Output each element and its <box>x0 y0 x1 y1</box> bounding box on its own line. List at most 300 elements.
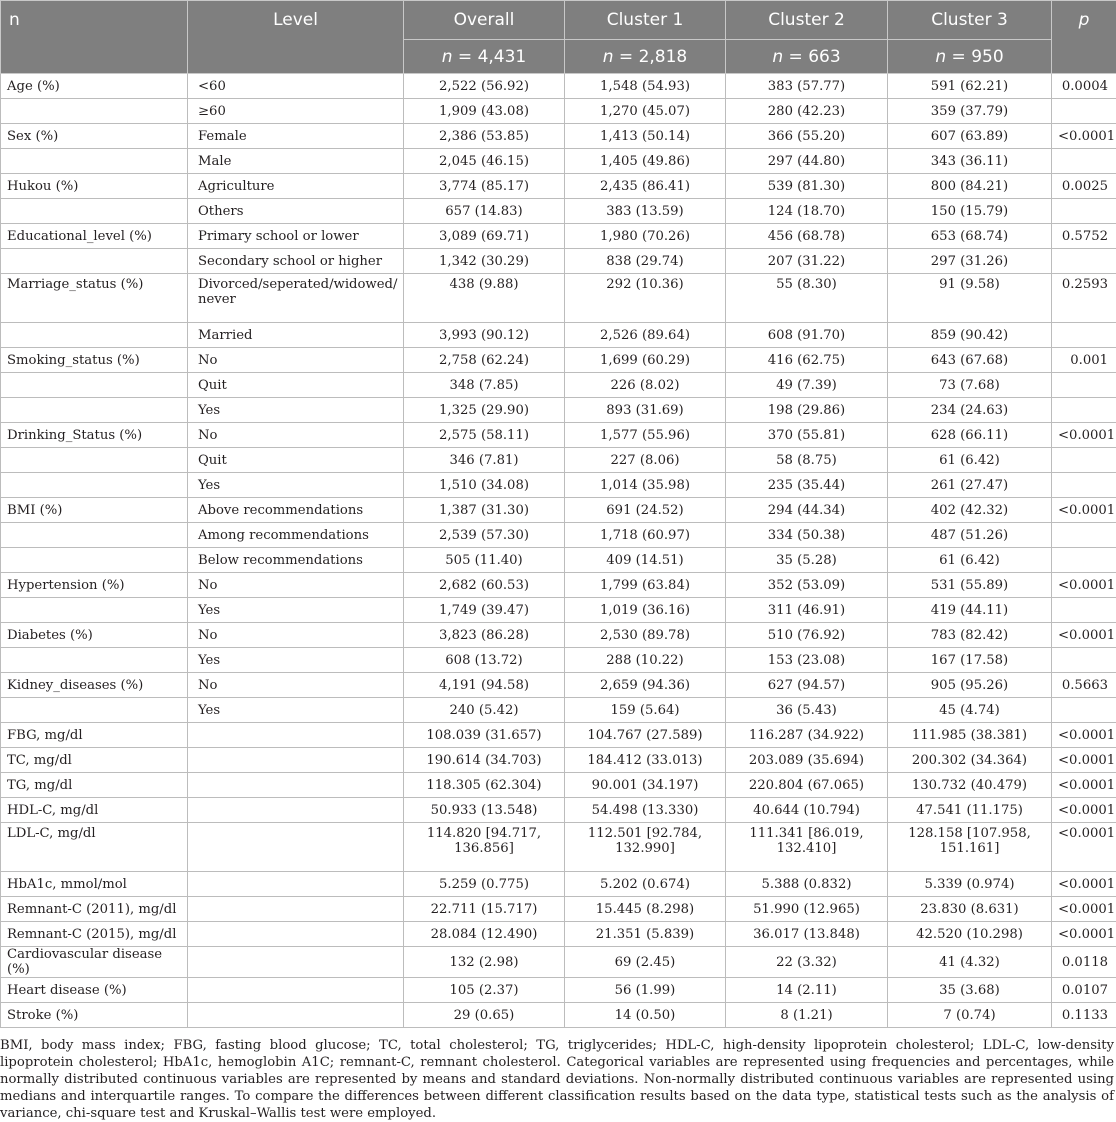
table-row <box>1 922 1116 947</box>
variable-cell: Sex (%) <box>1 124 188 149</box>
cluster-1-cell: 2,659 (94.36) <box>565 673 726 698</box>
cluster-1-cell: 5.202 (0.674) <box>565 872 726 897</box>
n-symbol: n <box>772 47 783 67</box>
p-value-cell: <0.0001 <box>1052 723 1116 748</box>
n-value: 663 <box>808 47 840 67</box>
overall-cell: 2,758 (62.24) <box>404 348 565 373</box>
overall-cell: 2,386 (53.85) <box>404 124 565 149</box>
variable-cell <box>1 523 188 548</box>
cluster-1-cell: 1,413 (50.14) <box>565 124 726 149</box>
cluster-1-cell: 54.498 (13.330) <box>565 798 726 823</box>
cluster-3-cell: 35 (3.68) <box>888 978 1052 1003</box>
p-value-cell <box>1052 548 1116 573</box>
overall-cell: 190.614 (34.703) <box>404 748 565 773</box>
cluster-2-cell: 352 (53.09) <box>726 573 888 598</box>
p-value-cell: <0.0001 <box>1052 423 1116 448</box>
cluster-3-cell: 859 (90.42) <box>888 323 1052 348</box>
cluster-2-cell: 40.644 (10.794) <box>726 798 888 823</box>
overall-cell: 240 (5.42) <box>404 698 565 723</box>
level-cell <box>188 798 404 823</box>
cluster-2-cell: 383 (57.77) <box>726 74 888 99</box>
variable-cell: Stroke (%) <box>1 1003 188 1028</box>
cluster-1-cell: 893 (31.69) <box>565 398 726 423</box>
header-cluster-2: Cluster 2 <box>726 1 888 40</box>
cluster-3-cell: 5.339 (0.974) <box>888 872 1052 897</box>
variable-cell: Age (%) <box>1 74 188 99</box>
overall-cell: 132 (2.98) <box>404 947 565 978</box>
cluster-2-cell: 49 (7.39) <box>726 373 888 398</box>
p-value-cell <box>1052 523 1116 548</box>
cluster-1-cell: 409 (14.51) <box>565 548 726 573</box>
overall-cell: 28.084 (12.490) <box>404 922 565 947</box>
variable-cell <box>1 199 188 224</box>
level-cell <box>188 773 404 798</box>
cluster-1-cell: 1,019 (36.16) <box>565 598 726 623</box>
p-value-cell: 0.0118 <box>1052 947 1116 978</box>
cluster-2-cell: 116.287 (34.922) <box>726 723 888 748</box>
table-row <box>1 224 1116 249</box>
overall-cell: 1,387 (31.30) <box>404 498 565 523</box>
cluster-2-cell: 36 (5.43) <box>726 698 888 723</box>
cluster-2-cell: 198 (29.86) <box>726 398 888 423</box>
variable-cell: BMI (%) <box>1 498 188 523</box>
variable-cell <box>1 249 188 274</box>
overall-cell: 118.305 (62.304) <box>404 773 565 798</box>
variable-cell: Diabetes (%) <box>1 623 188 648</box>
p-value-cell <box>1052 473 1116 498</box>
table-row <box>1 623 1116 648</box>
p-value-cell: 0.5663 <box>1052 673 1116 698</box>
variable-cell: Remnant-C (2015), mg/dl <box>1 922 188 947</box>
p-value-cell: 0.1133 <box>1052 1003 1116 1028</box>
cluster-2-cell: 627 (94.57) <box>726 673 888 698</box>
variable-cell <box>1 149 188 174</box>
overall-cell: 3,089 (69.71) <box>404 224 565 249</box>
p-value-cell <box>1052 149 1116 174</box>
cluster-1-cell: 112.501 [92.784, 132.990] <box>565 823 726 872</box>
variable-cell: Hypertension (%) <box>1 573 188 598</box>
cluster-2-cell: 14 (2.11) <box>726 978 888 1003</box>
cluster-1-cell: 838 (29.74) <box>565 249 726 274</box>
cluster-1-cell: 1,980 (70.26) <box>565 224 726 249</box>
overall-cell: 505 (11.40) <box>404 548 565 573</box>
p-value-cell: 0.0025 <box>1052 174 1116 199</box>
overall-cell: 114.820 [94.717, 136.856] <box>404 823 565 872</box>
variable-cell: FBG, mg/dl <box>1 723 188 748</box>
cluster-2-cell: 280 (42.23) <box>726 99 888 124</box>
level-cell: Quit <box>188 448 404 473</box>
header-cluster-3: Cluster 3 <box>888 1 1052 40</box>
table-row <box>1 398 1116 423</box>
level-cell: No <box>188 423 404 448</box>
level-cell <box>188 922 404 947</box>
overall-cell: 29 (0.65) <box>404 1003 565 1028</box>
header-cluster-1: Cluster 1 <box>565 1 726 40</box>
p-value-cell: <0.0001 <box>1052 124 1116 149</box>
overall-cell: 50.933 (13.548) <box>404 798 565 823</box>
table-row <box>1 149 1116 174</box>
cluster-2-cell: 294 (44.34) <box>726 498 888 523</box>
cluster-3-cell: 111.985 (38.381) <box>888 723 1052 748</box>
p-value-cell: 0.0004 <box>1052 74 1116 99</box>
cluster-1-cell: 21.351 (5.839) <box>565 922 726 947</box>
table-row <box>1 897 1116 922</box>
cluster-2-cell: 8 (1.21) <box>726 1003 888 1028</box>
cluster-3-cell: 73 (7.68) <box>888 373 1052 398</box>
level-cell: ≥60 <box>188 99 404 124</box>
p-value-cell <box>1052 648 1116 673</box>
cluster-1-cell: 227 (8.06) <box>565 448 726 473</box>
level-cell <box>188 947 404 978</box>
overall-cell: 346 (7.81) <box>404 448 565 473</box>
p-value-cell: <0.0001 <box>1052 623 1116 648</box>
cluster-1-cell: 1,405 (49.86) <box>565 149 726 174</box>
cluster-3-cell: 128.158 [107.958, 151.161] <box>888 823 1052 872</box>
level-cell <box>188 748 404 773</box>
p-value-cell: 0.0107 <box>1052 978 1116 1003</box>
variable-cell <box>1 548 188 573</box>
overall-cell: 608 (13.72) <box>404 648 565 673</box>
overall-cell: 3,774 (85.17) <box>404 174 565 199</box>
table-row <box>1 473 1116 498</box>
cluster-3-cell: 628 (66.11) <box>888 423 1052 448</box>
cluster-3-cell: 42.520 (10.298) <box>888 922 1052 947</box>
cluster-3-cell: 653 (68.74) <box>888 224 1052 249</box>
overall-cell: 1,342 (30.29) <box>404 249 565 274</box>
level-cell <box>188 823 404 872</box>
level-cell: Among recommendations <box>188 523 404 548</box>
cluster-3-cell: 531 (55.89) <box>888 573 1052 598</box>
cluster-1-cell: 226 (8.02) <box>565 373 726 398</box>
cluster-1-cell: 14 (0.50) <box>565 1003 726 1028</box>
table-row <box>1 124 1116 149</box>
variable-cell: Educational_level (%) <box>1 224 188 249</box>
level-cell: Others <box>188 199 404 224</box>
table-row <box>1 99 1116 124</box>
level-cell: Divorced/seperated/widowed/ never <box>188 274 404 323</box>
variable-cell: TC, mg/dl <box>1 748 188 773</box>
table-row <box>1 498 1116 523</box>
overall-cell: 1,510 (34.08) <box>404 473 565 498</box>
level-cell <box>188 872 404 897</box>
n-symbol: n <box>442 47 453 67</box>
cluster-2-cell: 370 (55.81) <box>726 423 888 448</box>
n-symbol: n <box>603 47 614 67</box>
level-cell: Married <box>188 323 404 348</box>
cluster-3-cell: 643 (67.68) <box>888 348 1052 373</box>
overall-cell: 3,823 (86.28) <box>404 623 565 648</box>
p-value-cell <box>1052 373 1116 398</box>
variable-cell <box>1 698 188 723</box>
level-cell: No <box>188 348 404 373</box>
cluster-2-cell: 510 (76.92) <box>726 623 888 648</box>
table-footnote: BMI, body mass index; FBG, fasting blood glucose; TC, total cholesterol; TG, triglycerides; HDL-C, high-density lipoprotein cholesterol; LDL-C, low-density lipoprotein cholesterol; HbA1c, hemoglobin A1C; remnant-C, remnant cholesterol. Categorical variables are represented using frequencies and percentages, while normally distributed continuous variables are represented by means and standard deviations. Non-normally distributed continuous variables are represented using medians and interquartile ranges. To compare the differences between different classification results based on the data type, statistical tests such as the analysis of variance, chi-square test and Kruskal–Wallis test were employed. <box>0 1028 1116 1122</box>
table-row <box>1 723 1116 748</box>
cluster-1-cell: 2,526 (89.64) <box>565 323 726 348</box>
cluster-2-cell: 366 (55.20) <box>726 124 888 149</box>
overall-cell: 5.259 (0.775) <box>404 872 565 897</box>
table-row <box>1 274 1116 323</box>
cluster-2-cell: 235 (35.44) <box>726 473 888 498</box>
cluster-1-cell: 383 (13.59) <box>565 199 726 224</box>
cluster-1-cell: 1,270 (45.07) <box>565 99 726 124</box>
cluster-1-cell: 104.767 (27.589) <box>565 723 726 748</box>
n-value: 2,818 <box>639 47 688 67</box>
cluster-1-cell: 2,530 (89.78) <box>565 623 726 648</box>
p-value-cell: <0.0001 <box>1052 872 1116 897</box>
cluster-2-cell: 55 (8.30) <box>726 274 888 323</box>
cluster-3-cell: 130.732 (40.479) <box>888 773 1052 798</box>
cluster-2-cell: 203.089 (35.694) <box>726 748 888 773</box>
variable-cell: Cardiovascular disease (%) <box>1 947 188 978</box>
p-value-cell: <0.0001 <box>1052 798 1116 823</box>
level-cell: No <box>188 673 404 698</box>
cluster-1-cell: 1,014 (35.98) <box>565 473 726 498</box>
p-value-cell <box>1052 598 1116 623</box>
level-cell: Above recommendations <box>188 498 404 523</box>
cluster-1-cell: 56 (1.99) <box>565 978 726 1003</box>
overall-cell: 1,325 (29.90) <box>404 398 565 423</box>
table-row <box>1 523 1116 548</box>
table-row <box>1 673 1116 698</box>
cluster-3-cell: 7 (0.74) <box>888 1003 1052 1028</box>
level-cell <box>188 978 404 1003</box>
header-variable: n <box>1 1 188 74</box>
header-row <box>1 1 1116 40</box>
variable-cell: Drinking_Status (%) <box>1 423 188 448</box>
cluster-2-cell: 207 (31.22) <box>726 249 888 274</box>
table-row <box>1 598 1116 623</box>
variable-cell <box>1 398 188 423</box>
cluster-2-cell: 5.388 (0.832) <box>726 872 888 897</box>
level-cell: Agriculture <box>188 174 404 199</box>
variable-cell: TG, mg/dl <box>1 773 188 798</box>
overall-cell: 1,749 (39.47) <box>404 598 565 623</box>
n-value: 950 <box>971 47 1003 67</box>
cluster-2-cell: 58 (8.75) <box>726 448 888 473</box>
cluster-3-cell: 591 (62.21) <box>888 74 1052 99</box>
level-cell: Below recommendations <box>188 548 404 573</box>
overall-cell: 2,682 (60.53) <box>404 573 565 598</box>
variable-cell: Heart disease (%) <box>1 978 188 1003</box>
overall-cell: 348 (7.85) <box>404 373 565 398</box>
cluster-1-cell: 184.412 (33.013) <box>565 748 726 773</box>
cluster-1-cell: 90.001 (34.197) <box>565 773 726 798</box>
cluster-2-cell: 36.017 (13.848) <box>726 922 888 947</box>
p-value-cell <box>1052 398 1116 423</box>
p-value-cell: <0.0001 <box>1052 823 1116 872</box>
p-value-cell <box>1052 323 1116 348</box>
cluster-1-cell: 15.445 (8.298) <box>565 897 726 922</box>
overall-cell: 438 (9.88) <box>404 274 565 323</box>
table-header <box>1 1 1116 74</box>
variable-cell: Smoking_status (%) <box>1 348 188 373</box>
overall-cell: 4,191 (94.58) <box>404 673 565 698</box>
cluster-2-cell: 51.990 (12.965) <box>726 897 888 922</box>
level-cell: Secondary school or higher <box>188 249 404 274</box>
cluster-1-cell: 1,799 (63.84) <box>565 573 726 598</box>
cluster-2-cell: 539 (81.30) <box>726 174 888 199</box>
p-value-cell: <0.0001 <box>1052 748 1116 773</box>
cluster-2-cell: 311 (46.91) <box>726 598 888 623</box>
overall-cell: 108.039 (31.657) <box>404 723 565 748</box>
cluster-3-cell: 23.830 (8.631) <box>888 897 1052 922</box>
table-row <box>1 573 1116 598</box>
cluster-2-cell: 111.341 [86.019, 132.410] <box>726 823 888 872</box>
table-row <box>1 947 1116 978</box>
variable-cell <box>1 373 188 398</box>
cluster-2-cell: 22 (3.32) <box>726 947 888 978</box>
variable-cell: Remnant-C (2011), mg/dl <box>1 897 188 922</box>
variable-cell <box>1 448 188 473</box>
cluster-2-cell: 416 (62.75) <box>726 348 888 373</box>
level-cell: Yes <box>188 398 404 423</box>
header-n-overall <box>404 40 565 74</box>
header-n-cluster-1 <box>565 40 726 74</box>
cluster-3-cell: 91 (9.58) <box>888 274 1052 323</box>
p-value-cell <box>1052 199 1116 224</box>
table-row <box>1 823 1116 872</box>
n-symbol: n <box>935 47 946 67</box>
overall-cell: 2,522 (56.92) <box>404 74 565 99</box>
level-cell: <60 <box>188 74 404 99</box>
cluster-1-cell: 1,718 (60.97) <box>565 523 726 548</box>
cluster-3-cell: 402 (42.32) <box>888 498 1052 523</box>
level-cell: Yes <box>188 598 404 623</box>
variable-cell: Marriage_status (%) <box>1 274 188 323</box>
table-row <box>1 548 1116 573</box>
n-equals: = <box>783 47 808 67</box>
variable-cell: Hukou (%) <box>1 174 188 199</box>
cluster-3-cell: 167 (17.58) <box>888 648 1052 673</box>
cluster-3-cell: 419 (44.11) <box>888 598 1052 623</box>
level-cell: No <box>188 573 404 598</box>
p-value-cell: 0.001 <box>1052 348 1116 373</box>
cluster-3-cell: 41 (4.32) <box>888 947 1052 978</box>
cluster-3-cell: 47.541 (11.175) <box>888 798 1052 823</box>
table-row <box>1 872 1116 897</box>
p-value-cell: <0.0001 <box>1052 897 1116 922</box>
cluster-3-cell: 905 (95.26) <box>888 673 1052 698</box>
cluster-1-cell: 691 (24.52) <box>565 498 726 523</box>
cluster-2-cell: 608 (91.70) <box>726 323 888 348</box>
overall-cell: 22.711 (15.717) <box>404 897 565 922</box>
level-cell: No <box>188 623 404 648</box>
p-value-cell: <0.0001 <box>1052 573 1116 598</box>
level-cell: Yes <box>188 648 404 673</box>
n-equals: = <box>453 47 478 67</box>
table-row <box>1 698 1116 723</box>
p-value-cell <box>1052 448 1116 473</box>
variable-cell: LDL-C, mg/dl <box>1 823 188 872</box>
cluster-3-cell: 343 (36.11) <box>888 149 1052 174</box>
level-cell: Male <box>188 149 404 174</box>
table-row <box>1 448 1116 473</box>
cluster-2-cell: 35 (5.28) <box>726 548 888 573</box>
table-row <box>1 249 1116 274</box>
overall-cell: 1,909 (43.08) <box>404 99 565 124</box>
table-row <box>1 323 1116 348</box>
cluster-1-cell: 1,577 (55.96) <box>565 423 726 448</box>
table-row <box>1 978 1116 1003</box>
level-cell: Quit <box>188 373 404 398</box>
overall-cell: 3,993 (90.12) <box>404 323 565 348</box>
overall-cell: 2,575 (58.11) <box>404 423 565 448</box>
variable-cell <box>1 473 188 498</box>
level-cell: Primary school or lower <box>188 224 404 249</box>
table-row <box>1 373 1116 398</box>
cluster-3-cell: 261 (27.47) <box>888 473 1052 498</box>
p-value-cell <box>1052 99 1116 124</box>
p-value-cell <box>1052 698 1116 723</box>
cluster-1-cell: 288 (10.22) <box>565 648 726 673</box>
cluster-3-cell: 800 (84.21) <box>888 174 1052 199</box>
level-cell: Female <box>188 124 404 149</box>
table-row <box>1 74 1116 99</box>
cluster-2-cell: 153 (23.08) <box>726 648 888 673</box>
cluster-3-cell: 200.302 (34.364) <box>888 748 1052 773</box>
cluster-3-cell: 297 (31.26) <box>888 249 1052 274</box>
variable-cell: Kidney_diseases (%) <box>1 673 188 698</box>
table-row <box>1 348 1116 373</box>
table-row <box>1 423 1116 448</box>
variable-cell: HbA1c, mmol/mol <box>1 872 188 897</box>
table-row <box>1 174 1116 199</box>
variable-cell <box>1 648 188 673</box>
variable-cell <box>1 323 188 348</box>
header-overall: Overall <box>404 1 565 40</box>
cluster-2-cell: 297 (44.80) <box>726 149 888 174</box>
level-cell <box>188 1003 404 1028</box>
table-row <box>1 648 1116 673</box>
table-row <box>1 773 1116 798</box>
n-equals: = <box>946 47 971 67</box>
header-p-value: p <box>1052 1 1116 74</box>
cluster-2-cell: 456 (68.78) <box>726 224 888 249</box>
header-n-cluster-2 <box>726 40 888 74</box>
variable-cell <box>1 598 188 623</box>
overall-cell: 2,539 (57.30) <box>404 523 565 548</box>
cluster-1-cell: 159 (5.64) <box>565 698 726 723</box>
cluster-3-cell: 607 (63.89) <box>888 124 1052 149</box>
cluster-3-cell: 359 (37.79) <box>888 99 1052 124</box>
cluster-3-cell: 61 (6.42) <box>888 448 1052 473</box>
cluster-3-cell: 150 (15.79) <box>888 199 1052 224</box>
overall-cell: 105 (2.37) <box>404 978 565 1003</box>
table-row <box>1 1003 1116 1028</box>
cluster-3-cell: 783 (82.42) <box>888 623 1052 648</box>
level-cell <box>188 723 404 748</box>
cluster-1-cell: 1,548 (54.93) <box>565 74 726 99</box>
cluster-3-cell: 61 (6.42) <box>888 548 1052 573</box>
overall-cell: 657 (14.83) <box>404 199 565 224</box>
cluster-2-cell: 220.804 (67.065) <box>726 773 888 798</box>
cluster-1-cell: 1,699 (60.29) <box>565 348 726 373</box>
p-value-cell: <0.0001 <box>1052 922 1116 947</box>
cluster-2-cell: 334 (50.38) <box>726 523 888 548</box>
level-cell: Yes <box>188 473 404 498</box>
overall-cell: 2,045 (46.15) <box>404 149 565 174</box>
cluster-1-cell: 2,435 (86.41) <box>565 174 726 199</box>
p-value-cell: 0.2593 <box>1052 274 1116 323</box>
p-value-cell: <0.0001 <box>1052 773 1116 798</box>
cluster-2-cell: 124 (18.70) <box>726 199 888 224</box>
header-level: Level <box>188 1 404 74</box>
cluster-3-cell: 487 (51.26) <box>888 523 1052 548</box>
variable-cell: HDL-C, mg/dl <box>1 798 188 823</box>
cluster-3-cell: 234 (24.63) <box>888 398 1052 423</box>
variable-cell <box>1 99 188 124</box>
